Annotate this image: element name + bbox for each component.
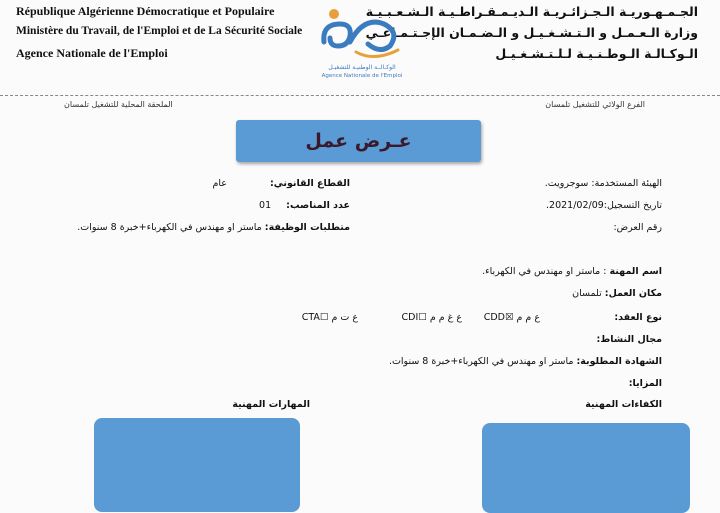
header-ar-agency: الـوكـالـة الـوطـنـيـة لـلـتـشـغـيـل [495, 46, 698, 61]
branch-right: الفرع الولائي للتشغيل تلمسان [545, 100, 645, 109]
competencies-label: الكفاءات المهنية [585, 399, 662, 410]
header-ar-republic: الجـمـهـوريـة الـجـزائـريـة الـديـمـقـراطـيـة الـشـعـبـيـة [365, 4, 698, 19]
contract-cdd-option: ع م م ☒CDD [483, 312, 540, 323]
title-box [236, 120, 481, 162]
positions-field [259, 200, 350, 211]
work-place-value: تلمسان [572, 288, 602, 299]
branch-left: الملحقة المحلية للتشغيل تلمسان [64, 100, 173, 109]
anem-logo [314, 2, 410, 82]
page-title: عـرض عمل [305, 130, 412, 152]
header-fr-ministry: Ministère du Travail, de l'Emploi et de La Sécurité Sociale [16, 25, 303, 37]
degree-value: ماستر او مهندس في الكهرباء+خبرة 8 سنوات. [388, 356, 574, 367]
legal-sector-label: القطاع القانوني: [269, 178, 350, 189]
requirements-label: متطلبات الوظيفة: [264, 222, 350, 233]
contract-type-label: نوع العقد: [614, 312, 662, 323]
skills-box [94, 418, 300, 512]
work-place-label: مكان العمل: [604, 288, 662, 299]
header-ar-ministry: وزارة الـعـمـل و الـتـشـغـيـل و الـضـمـان الإجـتـمـاعـي [365, 25, 698, 40]
reg-date-field: تاريخ التسجيل:2021/02/09. [546, 200, 662, 211]
legal-sector-field [213, 178, 351, 189]
work-place-field [572, 288, 662, 299]
positions-value: 01 [259, 200, 272, 211]
job-name-value: : ماستر او مهندس في الكهرباء. [482, 266, 607, 277]
logo-ar-text: الوكـالــة الوطنيـة للتشغيـل [328, 64, 396, 71]
competencies-box [482, 423, 690, 513]
requirements-value: ماستر او مهندس في الكهرباء+خبرة 8 سنوات. [77, 222, 262, 233]
header-fr-republic: République Algérienne Démocratique et Populaire [16, 4, 275, 18]
benefits-label: المزايا: [628, 378, 662, 389]
logo-fr-text: Agence Nationale de l'Emploi [321, 73, 403, 79]
activity-field-label: مجال النشاط: [596, 334, 662, 345]
degree-field [389, 356, 662, 367]
job-name-field [482, 266, 662, 277]
header-fr-agency: Agence Nationale de l'Emploi [16, 46, 168, 60]
requirements-field [77, 222, 350, 233]
legal-sector-value: عام [212, 178, 227, 189]
positions-label: عدد المناصب: [286, 200, 350, 211]
offer-number-label: رقم العرض: [613, 222, 662, 233]
separator-line [0, 95, 720, 96]
contract-cdi-option: ع غ م م ☐CDI [401, 312, 462, 323]
job-name-label: اسم المهنة [609, 266, 662, 277]
contract-cta-option: ع ت م ☐CTA [301, 312, 358, 323]
skills-label: المهارات المهنية [232, 399, 310, 410]
degree-label: الشهادة المطلوبة: [576, 356, 662, 367]
employer-field: الهيئة المستخدمة: سوجرويت. [544, 178, 662, 189]
anem-logo-icon [314, 2, 410, 64]
